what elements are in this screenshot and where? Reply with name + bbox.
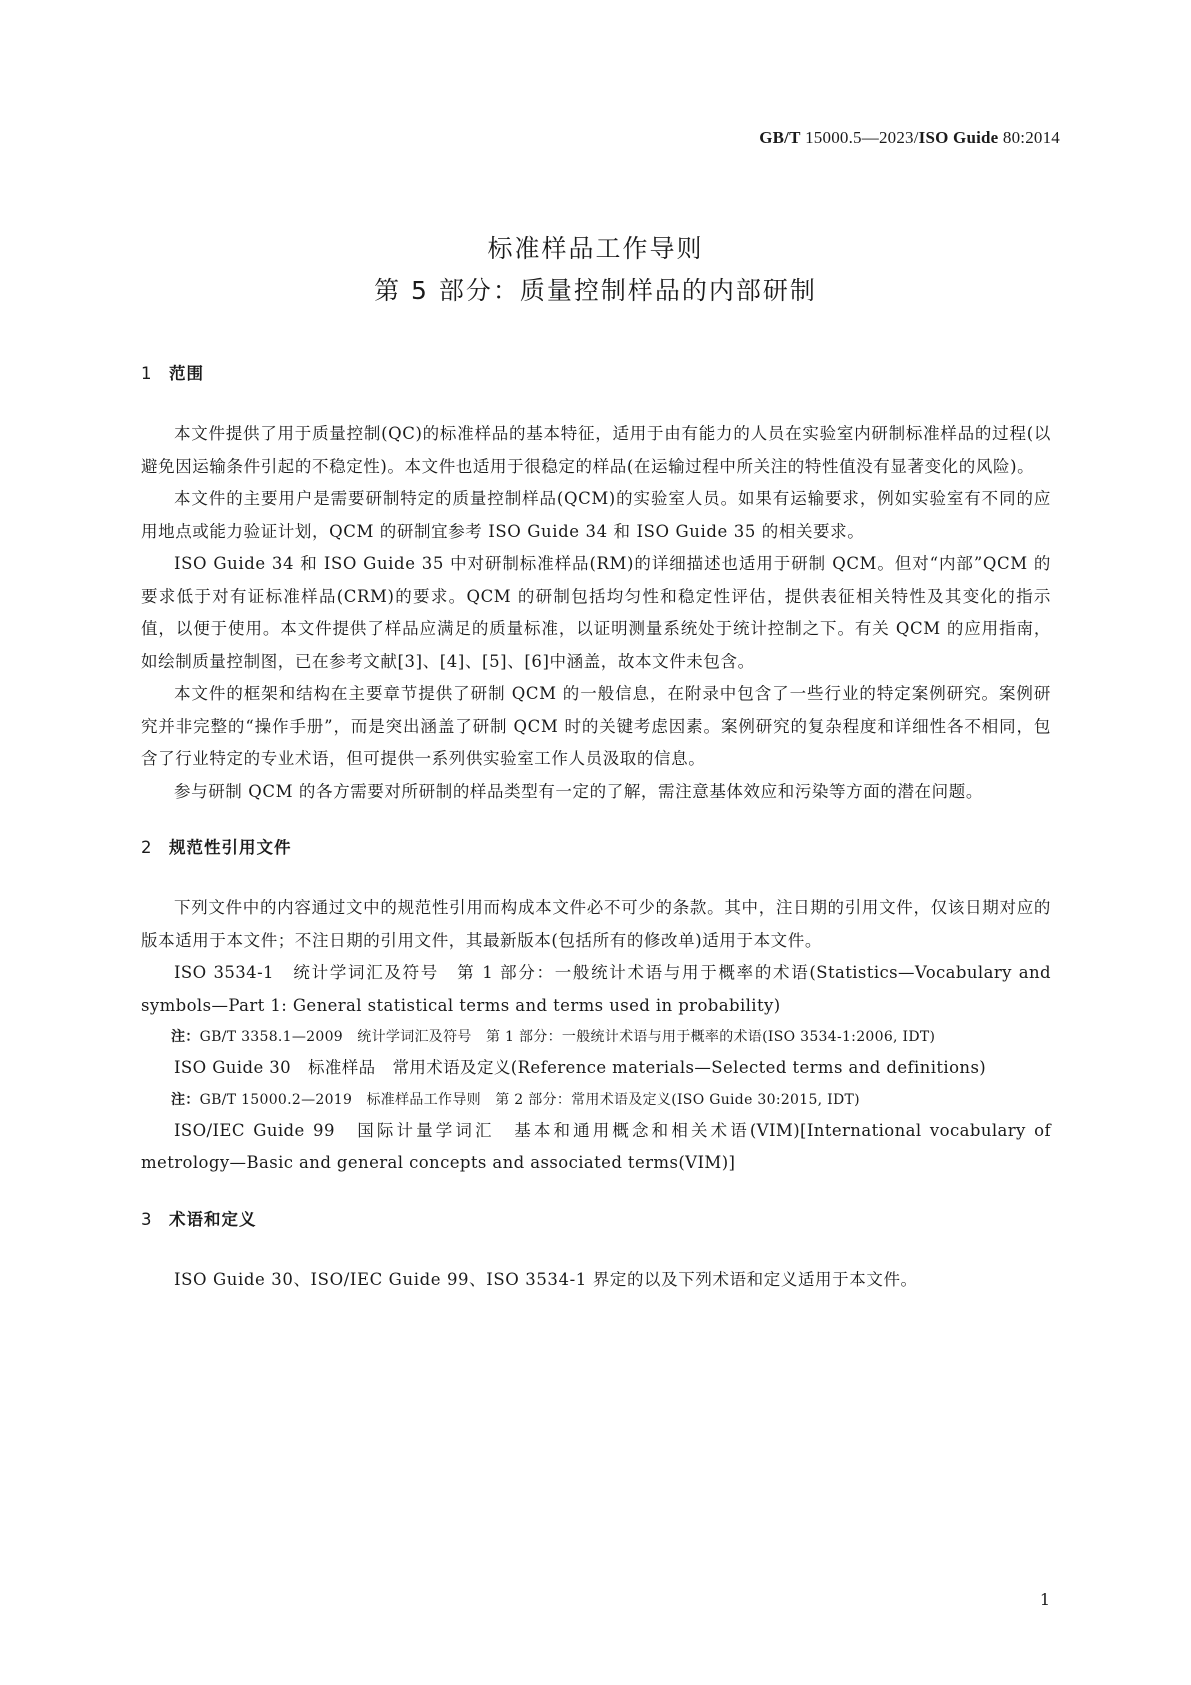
standard-code-prefix: GB/T — [759, 128, 801, 147]
paragraph: 本文件的主要用户是需要研制特定的质量控制样品(QCM)的实验室人员。如果有运输要求，例如实验室有不同的应用地点或能力验证计划，QCM 的研制宜参考 ISO Guide 34 和 ISO Guide 35 的相关要求。 — [141, 489, 1051, 541]
section-title: 范围 — [169, 364, 204, 383]
document-title — [0, 228, 1191, 312]
paragraph: 参与研制 QCM 的各方需要对所研制的样品类型有一定的了解，需注意基体效应和污染等方面的潜在问题。 — [174, 781, 983, 801]
section-2-heading — [141, 834, 1051, 862]
note-label: 注： — [171, 1091, 200, 1108]
section-number: 3 — [141, 1209, 153, 1229]
paragraph: ISO Guide 30、ISO/IEC Guide 99、ISO 3534-1 界定的以及下列术语和定义适用于本文件。 — [174, 1269, 918, 1289]
paragraph: 本文件的框架和结构在主要章节提供了研制 QCM 的一般信息，在附录中包含了一些行业的特定案例研究。案例研究并非完整的“操作手册”，而是突出涵盖了研制 QCM 时的关键考虑因素。案例研究的复杂程度和详细性各不相同，包含了行业特定的专业术语，但可提供一系列供实验室工作人员汲取的信息。 — [141, 684, 1051, 768]
note-label: 注： — [171, 1029, 200, 1045]
section-3-heading — [141, 1206, 1051, 1234]
title-line-1: 标准样品工作导则 — [487, 234, 704, 263]
reference-item: ISO/IEC Guide 99 国际计量学词汇 基本和通用概念和相关术语(VIM)[International vocabulary of metrology—Basic and general concepts and associated terms(VIM)] — [141, 1120, 1051, 1172]
section-title: 术语和定义 — [169, 1209, 257, 1229]
iso-guide-label: ISO Guide — [918, 128, 999, 147]
note-text: GB/T 15000.2—2019 标准样品工作导则 第 2 部分：常用术语及定义(ISO Guide 30:2015, IDT) — [199, 1091, 860, 1108]
paragraph: 本文件提供了用于质量控制(QC)的标准样品的基本特征，适用于由有能力的人员在实验室内研制标准样品的过程(以避免因运输条件引起的不稳定性)。本文件也适用于很稳定的样品(在运输过程中所关注的特性值没有显著变化的风险)。 — [141, 424, 1051, 476]
reference-item: ISO 3534-1 统计学词汇及符号 第 1 部分：一般统计术语与用于概率的术语(Statistics—Vocabulary and symbols—Part 1: General statistical terms and terms used in probability) — [141, 963, 1051, 1015]
paragraph: ISO Guide 34 和 ISO Guide 35 中对研制标准样品(RM)的详细描述也适用于研制 QCM。但对“内部”QCM 的要求低于对有证标准样品(CRM)的要求。QCM 的研制包括均匀性和稳定性评估，提供表征相关特性及其变化的指示值，以便于使用。本文件提供了样品应满足的质量标准，以证明测量系统处于统计控制之下。有关 QCM 的应用指南，如绘制质量控制图，已在参考文献[3]、[4]、[5]、[6]中涵盖，故本文件未包含。 — [141, 554, 1051, 671]
document-body — [141, 360, 1051, 1296]
standard-code-number: 15000.5—2023/ — [800, 128, 919, 147]
section-title: 规范性引用文件 — [169, 838, 292, 857]
reference-item: ISO Guide 30 标准样品 常用术语及定义(Reference materials—Selected terms and definitions) — [174, 1058, 987, 1077]
page-number: 1 — [1039, 1590, 1050, 1609]
title-line-2: 第 5 部分：质量控制样品的内部研制 — [374, 276, 817, 305]
iso-guide-number: 80:2014 — [998, 128, 1060, 147]
note-text: GB/T 3358.1—2009 统计学词汇及符号 第 1 部分：一般统计术语与用于概率的术语(ISO 3534-1:2006, IDT) — [199, 1029, 936, 1045]
section-number: 2 — [141, 838, 153, 857]
section-number: 1 — [141, 364, 153, 383]
normative-intro-paragraph: 下列文件中的内容通过文中的规范性引用而构成本文件必不可少的条款。其中，注日期的引用文件，仅该日期对应的版本适用于本文件；不注日期的引用文件，其最新版本(包括所有的修改单)适用于本文件。 — [141, 898, 1051, 950]
standard-code-header — [759, 128, 1060, 148]
reference-note — [141, 1085, 1051, 1115]
reference-note — [141, 1022, 1051, 1052]
section-1-heading — [141, 360, 1051, 388]
